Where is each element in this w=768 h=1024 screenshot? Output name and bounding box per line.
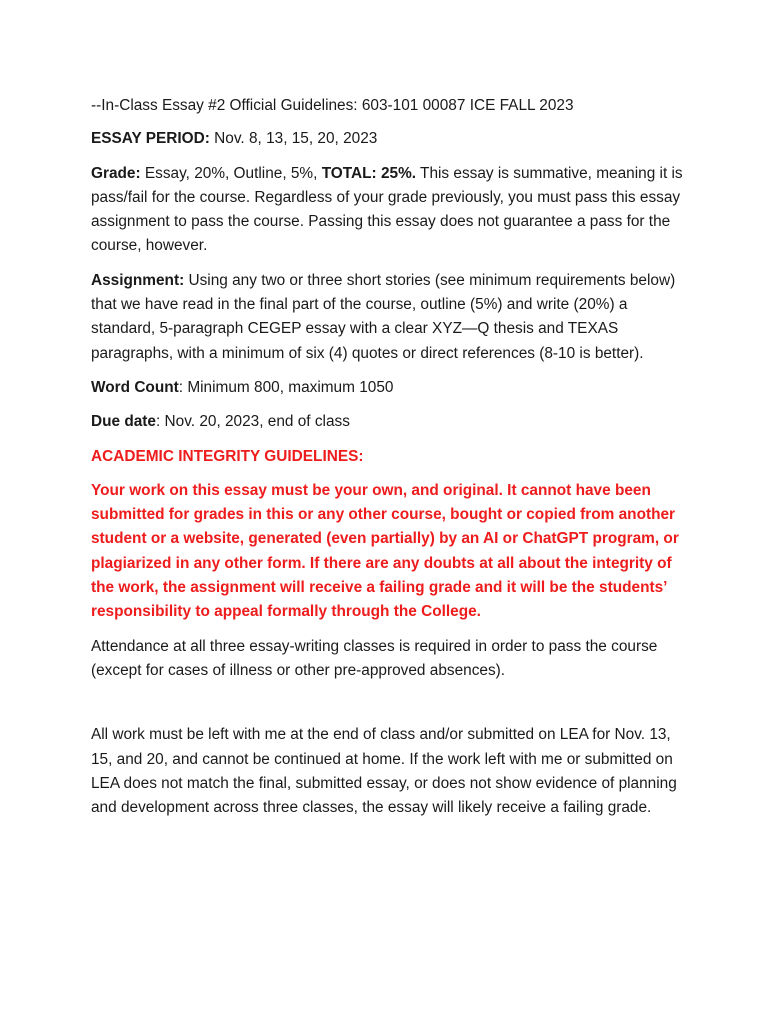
essay-period-line <box>91 127 691 151</box>
grade-paragraph <box>91 162 691 259</box>
due-date-value: : Nov. 20, 2023, end of class <box>156 413 350 431</box>
title-text: --In-Class Essay #2 Official Guidelines: 603-101 00087 ICE FALL 2023 <box>91 97 574 114</box>
assignment-text: Using any two or three short stories (see minimum requirements below) that we have read in the final part of the course, outline (5%) and write (20%) a standard, 5-paragraph CEGEP essay with a clear XYZ—Q thesis and TEXAS paragraphs, with a minimum of six (4) quotes or direct references (8-10 is better). <box>91 271 676 362</box>
essay-period-value: Nov. 8, 13, 15, 20, 2023 <box>209 130 378 148</box>
word-count-label: Word Count <box>91 378 179 396</box>
document-page <box>91 94 691 830</box>
attendance-paragraph: Attendance at all three essay-writing classes is required in order to pass the course (except for cases of illness or other pre-approved absences). <box>91 637 658 679</box>
integrity-heading: ACADEMIC INTEGRITY GUIDELINES: <box>91 447 364 465</box>
document-title <box>91 94 691 118</box>
blank-line <box>91 693 691 723</box>
word-count-line <box>91 376 691 400</box>
word-count-value: : Minimum 800, maximum 1050 <box>178 378 394 396</box>
grade-total: TOTAL: 25%. <box>321 164 417 182</box>
essay-period-label: ESSAY PERIOD: <box>91 130 210 148</box>
grade-description: This essay is summative, meaning it is pass/fail for the course. Regardless of your grade previously, you must pass this essay assignment to pass the course. Passing this essay does not guarantee a pass for the course, however. <box>91 164 683 255</box>
grade-label: Grade: <box>91 164 141 182</box>
grade-breakdown: Essay, 20%, Outline, 5%, <box>140 164 322 182</box>
work-left-paragraph: All work must be left with me at the end of class and/or submitted on LEA for Nov. 13, 15, and 20, and cannot be continued at home. If the work left with me or submitted on LEA does not match the final, submitted essay, or does not show evidence of planning and development across three classes, the essay will likely receive a failing grade. <box>91 726 677 817</box>
assignment-label: Assignment: <box>91 271 185 289</box>
integrity-body: Your work on this essay must be your own, and original. It cannot have been submitted for grades in this or any other course, bought or copied from another student or a website, generated (even partially) by an AI or ChatGPT program, or plagiarized in any other form. If there are any doubts at all about the integrity of the work, the assignment will receive a failing grade and it will be the students’ responsibility to appeal formally through the College. <box>91 481 679 621</box>
assignment-paragraph <box>91 269 691 366</box>
due-date-label: Due date <box>91 413 156 431</box>
due-date-line <box>91 410 691 434</box>
